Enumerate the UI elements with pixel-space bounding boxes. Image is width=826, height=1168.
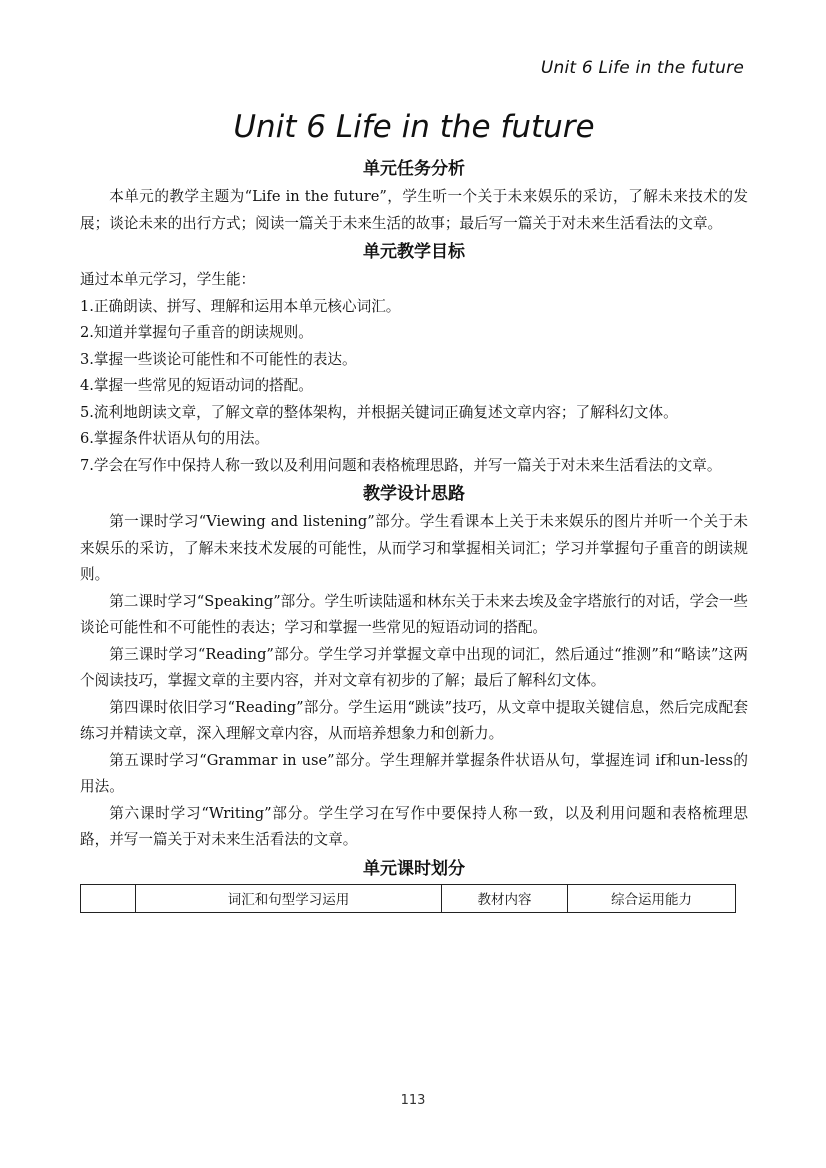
design-paragraph: 第五课时学习“Grammar in use”部分。学生理解并掌握条件状语从句，掌握连词 if和un-less的用法。 — [80, 751, 748, 795]
table-header-cell-blank — [81, 884, 136, 912]
table-header-row — [81, 884, 736, 912]
design-paragraph: 第一课时学习“Viewing and listening”部分。学生看课本上关于未来娱乐的图片并听一个关于未来娱乐的采访，了解未来技术发展的可能性，从而学习和掌握相关词汇；学习并掌握句子重音的朗读规则。 — [80, 513, 748, 583]
table-header-cell-vocab: 词汇和句型学习运用 — [136, 884, 442, 912]
design-paragraph: 第四课时依旧学习“Reading”部分。学生运用“跳读”技巧，从文章中提取关键信息，然后完成配套练习并精读文章，深入理解文章内容，从而培养想象力和创新力。 — [80, 698, 748, 742]
goal-item: 5.流利地朗读文章，了解文章的整体架构，并根据关键词正确复述文章内容；了解科幻文体。 — [80, 403, 678, 421]
page-number: 113 — [400, 1093, 426, 1108]
goal-item: 4.掌握一些常见的短语动词的搭配。 — [80, 377, 313, 394]
goal-item: 3.掌握一些谈论可能性和不可能性的表达。 — [80, 350, 357, 368]
running-header: Unit 6 Life in the future — [540, 58, 744, 78]
section-heading-design: 教学设计思路 — [363, 484, 465, 504]
goal-item: 2.知道并掌握句子重音的朗读规则。 — [80, 324, 313, 341]
page-title: Unit 6 Life in the future — [233, 109, 595, 145]
design-paragraph: 第三课时学习“Reading”部分。学生学习并掌握文章中出现的词汇，然后通过“推测”和“略读”这两个阅读技巧，掌握文章的主要内容，并对文章有初步的了解；最后了解科幻文体。 — [80, 645, 748, 689]
section-heading-schedule: 单元课时划分 — [363, 858, 465, 879]
page-content — [80, 100, 748, 913]
goal-item: 6.掌握条件状语从句的用法。 — [80, 430, 270, 447]
goals-intro: 通过本单元学习，学生能： — [80, 271, 256, 288]
table-header-cell-ability: 综合运用能力 — [568, 884, 736, 912]
table-header-cell-material: 教材内容 — [442, 884, 568, 912]
goal-item: 7.学会在写作中保持人称一致以及利用问题和表格梳理思路，并写一篇关于对未来生活看法的文章。 — [80, 456, 722, 474]
section-heading-task-analysis: 单元任务分析 — [363, 159, 465, 179]
design-paragraph: 第二课时学习“Speaking”部分。学生听读陆遥和林东关于未来去埃及金字塔旅行的对话，学会一些谈论可能性和不可能性的表达；学习和掌握一些常见的短语动词的搭配。 — [80, 592, 748, 636]
goal-item: 1.正确朗读、拼写、理解和运用本单元核心词汇。 — [80, 297, 401, 315]
section-heading-goals: 单元教学目标 — [363, 242, 465, 262]
task-analysis-body: 本单元的教学主题为“Life in the future”，学生听一个关于未来娱乐的采访，了解未来技术的发展；谈论未来的出行方式；阅读一篇关于未来生活的故事；最后写一篇关于对未来生活看法的文章。 — [80, 188, 748, 232]
schedule-table — [80, 884, 736, 913]
design-paragraph: 第六课时学习“Writing”部分。学生学习在写作中要保持人称一致，以及利用问题和表格梳理思路，并写一篇关于对未来生活看法的文章。 — [80, 804, 748, 848]
